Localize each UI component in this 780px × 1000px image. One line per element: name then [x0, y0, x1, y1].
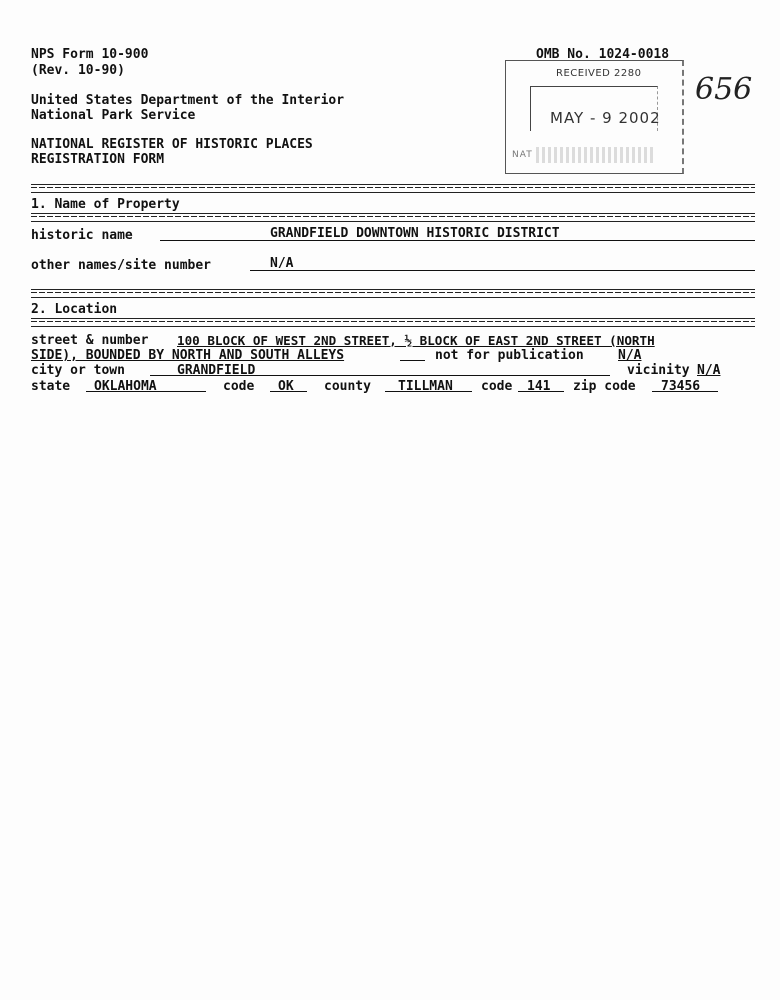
street-value-line1[interactable]: 100 BLOCK OF WEST 2ND STREET, ½ BLOCK OF EAST 2ND STREET (NORTH	[177, 333, 655, 348]
vicinity-value[interactable]: N/A	[697, 363, 721, 378]
zip-label: zip code	[573, 379, 636, 394]
other-names-value[interactable]: N/A	[270, 256, 294, 271]
other-names-underline	[250, 270, 755, 271]
received-stamp	[505, 60, 684, 174]
street-value-line2[interactable]: SIDE), BOUNDED BY NORTH AND SOUTH ALLEYS	[31, 348, 345, 363]
street-label: street & number	[31, 333, 149, 348]
stamp-bottom-text: NAT	[512, 150, 533, 160]
section-divider	[31, 318, 755, 327]
section-divider	[31, 213, 755, 222]
omb-number: OMB No. 1024-0018	[536, 47, 670, 62]
county-code-label: code	[481, 379, 513, 394]
vicinity-label: vicinity	[627, 363, 690, 378]
county-code-value[interactable]: 141	[527, 379, 551, 394]
section-2-heading: 2. Location	[31, 302, 118, 317]
historic-name-value[interactable]: GRANDFIELD DOWNTOWN HISTORIC DISTRICT	[270, 226, 560, 241]
form-revision: (Rev. 10-90)	[31, 63, 125, 78]
zip-value[interactable]: 73456	[661, 379, 701, 394]
publication-value[interactable]: N/A	[618, 348, 642, 363]
state-value[interactable]: OKLAHOMA	[94, 379, 157, 394]
section-divider	[31, 184, 755, 193]
county-label: county	[324, 379, 371, 394]
state-code-label: code	[223, 379, 255, 394]
service-name: National Park Service	[31, 108, 196, 123]
historic-name-label: historic name	[31, 228, 133, 243]
street-underline	[400, 360, 425, 361]
section-divider	[31, 289, 755, 298]
city-value[interactable]: GRANDFIELD	[177, 363, 256, 378]
handwritten-number: 656	[695, 72, 753, 107]
publication-label: not for publication	[435, 348, 584, 363]
other-names-label: other names/site number	[31, 258, 212, 273]
section-1-heading: 1. Name of Property	[31, 197, 180, 212]
state-label: state	[31, 379, 71, 394]
state-code-value[interactable]: OK	[278, 379, 294, 394]
county-value[interactable]: TILLMAN	[398, 379, 453, 394]
department-name: United States Department of the Interior	[31, 93, 345, 108]
stamp-received-text: RECEIVED 2280	[556, 68, 642, 79]
form-number: NPS Form 10-900	[31, 47, 149, 62]
register-title: NATIONAL REGISTER OF HISTORIC PLACES	[31, 137, 313, 152]
form-title: REGISTRATION FORM	[31, 152, 165, 167]
city-label: city or town	[31, 363, 125, 378]
stamp-faded-text	[536, 147, 656, 163]
stamp-date: MAY - 9 2002	[550, 109, 661, 127]
